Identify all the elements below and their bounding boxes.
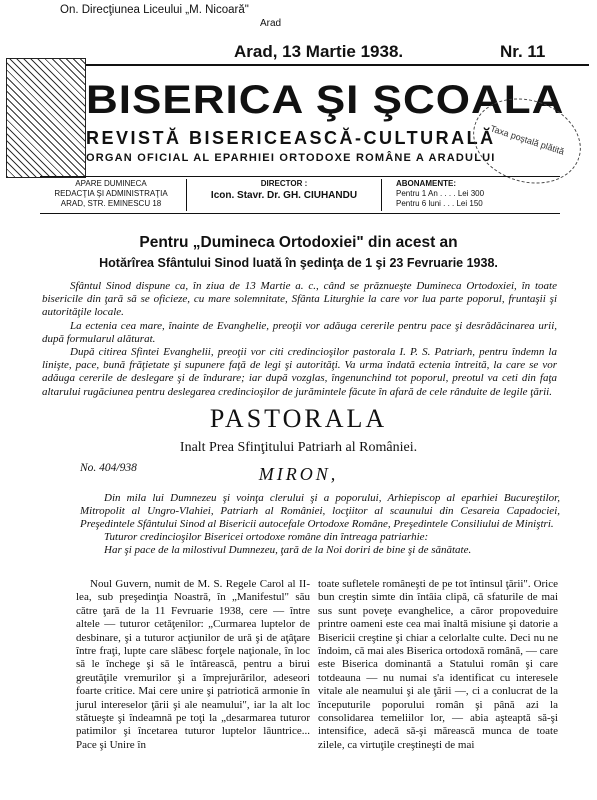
top-rule bbox=[8, 64, 589, 66]
article-headline: Pentru „Dumineca Ortodoxiei" din acest an bbox=[139, 234, 458, 251]
masthead-subtitle: REVISTĂ BISERICEASCĂ-CULTURALĂ bbox=[86, 128, 496, 148]
dateline: Arad, 13 Martie 1938. bbox=[234, 42, 404, 61]
stamp-line: On. Direcţiunea Liceului „M. Nicoară" bbox=[60, 4, 249, 16]
masthead-organ: ORGAN OFICIAL AL EPARHIEI ORTODOXE ROMÂNE A ARADULUI bbox=[86, 152, 496, 164]
masthead-title: BISERICA ŞI ŞCOALA bbox=[86, 78, 565, 123]
publication-info-box bbox=[40, 176, 560, 214]
pastorala-column-right: toate sufletele româneşti de pe tot întinsul ţării". Orice bun creştin simte din întâia clipă, că sfaturile de mai sus sunt poveţe evanghelice, a căror propoveduire printre oameni este cea mai înaltă misiune şi datorie a Bisericii creştine şi chiar a celorlalte culte. Deci nu ne îndoim, că mai ales Biserica ortodoxă română, — care este Biserica dominantă a Statului român şi care totdeauna — nu numai s'a identificat cu interesele vitale ale neamului şi ale ţării —, ci a conlucrat de la începuturile poporului român şi până azi la consolidarea temeliilor lor, — abia aşteaptă să-şi intensifice, adecă să-şi mărească munca de toate zilele, ca virtuţile creştineşti de mai bbox=[318, 578, 558, 751]
publication-address: APARE DUMINECA REDACŢIA ŞI ADMINISTRAŢIA ARAD, STR. EMINESCU 18 bbox=[54, 179, 168, 208]
article-paragraph: După citirea Sfintei Evanghelii, preoţii vor citi credincioşilor pastorala I. P. S. Patriarh, pentru îndemn la linişte, pace, bună frăţietate şi supunere faţă de legi şi autorităţi. Va urma îndată ectenia întreită, la care se vor adăuga cererile de deslegare şi de îndurare; iar după vozglas, îngenunchind tot poporul, preotul va ceti din faţa altarului rugăciunea pentru deslegarea credincioşilor de jurămintele făcute în afară de cele rânduite de legile ţării. bbox=[42, 346, 557, 398]
library-stamp bbox=[60, 4, 281, 30]
issue-number: Nr. 11 bbox=[500, 42, 546, 61]
article-subheadline: Hotărîrea Sfântului Sinod luată în şedinţa de 1 şi 23 Fevruarie 1938. bbox=[99, 256, 498, 270]
document-number: No. 404/938 bbox=[80, 462, 137, 474]
director-info: DIRECTOR : Icon. Stavr. Dr. GH. CIUHANDU bbox=[186, 179, 382, 211]
pastorala-intro: Din mila lui Dumnezeu şi voinţa clerului şi a poporului, Arhiepiscop al eparhiei Bucureştilor, Mitropolit al Ungro-Vlahiei, Patriarh al României, locţiitor al scaunului din Cesareia Capadociei, Preşedintele Sfântului Sinod al Bisericii autocefale Ortodoxe Române, Preşedintele Consiliului de Miniştri. Tuturor credincioşilor Bisericei ortodoxe române din întreaga patriarhie: Har şi pace de la milostivul Dumnezeu, ţară de la Noi doriri de bine şi de sănătate. bbox=[80, 492, 560, 556]
subscription-info: ABONAMENTE: Pentru 1 An . . . . Lei 300 Pentru 6 luni . . . Lei 150 bbox=[396, 179, 485, 208]
decorative-ornament bbox=[6, 58, 86, 178]
pastorala-title: PASTORALA bbox=[209, 404, 388, 433]
stamp-city: Arad bbox=[260, 18, 282, 29]
pastorala-subtitle: Inalt Prea Sfinţitului Patriarh al României. bbox=[179, 440, 418, 455]
postmark-stamp: Taxa poştală plătită bbox=[462, 85, 592, 197]
article-paragraph: Sfântul Sinod dispune ca, în ziua de 13 Martie a. c., când se prăznueşte Dumineca Ortodoxiei, în toate bisericile din ţară să se oficieze, cu mare solemnitate, Sfânta Liturghie la care vor lua parte poporul, fruntaşii şi autorităţile locale. bbox=[42, 280, 557, 319]
pastorala-column-left: Noul Guvern, numit de M. S. Regele Carol al II-lea, sub preşedinţia Noastră, în „Manifestul" său către ţară de la 11 Fevruarie 1938, cere — între altele — tuturor cetăţenilor: „Curmarea luptelor de desbinare, şi a tuturor acţiunilor de ură şi de aţâţare între fraţi, lupte care slăbesc forţele naţionale, în loc să le închege şi să le întărească, pentru a birui greutăţile vremurilor şi a împrejurărilor, adeseori foarte critice. Mai cere unire şi patriotică armonie în jurul intereselor ţării şi ale neamului", iar la alt loc stătueşte şi îndeamnă pe toţi la „desarmarea tuturor patimilor şi încetarea tuturor luptelor lăuntrice... Pace şi Unire în bbox=[76, 578, 310, 751]
patriarch-name: MIRON, bbox=[258, 464, 339, 484]
article-paragraph: La ectenia cea mare, înainte de Evanghelie, preoţii vor adăuga cererile pentru pace şi desrădăcinarea urii, după formularul alăturat. bbox=[42, 319, 557, 345]
article-body bbox=[42, 280, 557, 399]
